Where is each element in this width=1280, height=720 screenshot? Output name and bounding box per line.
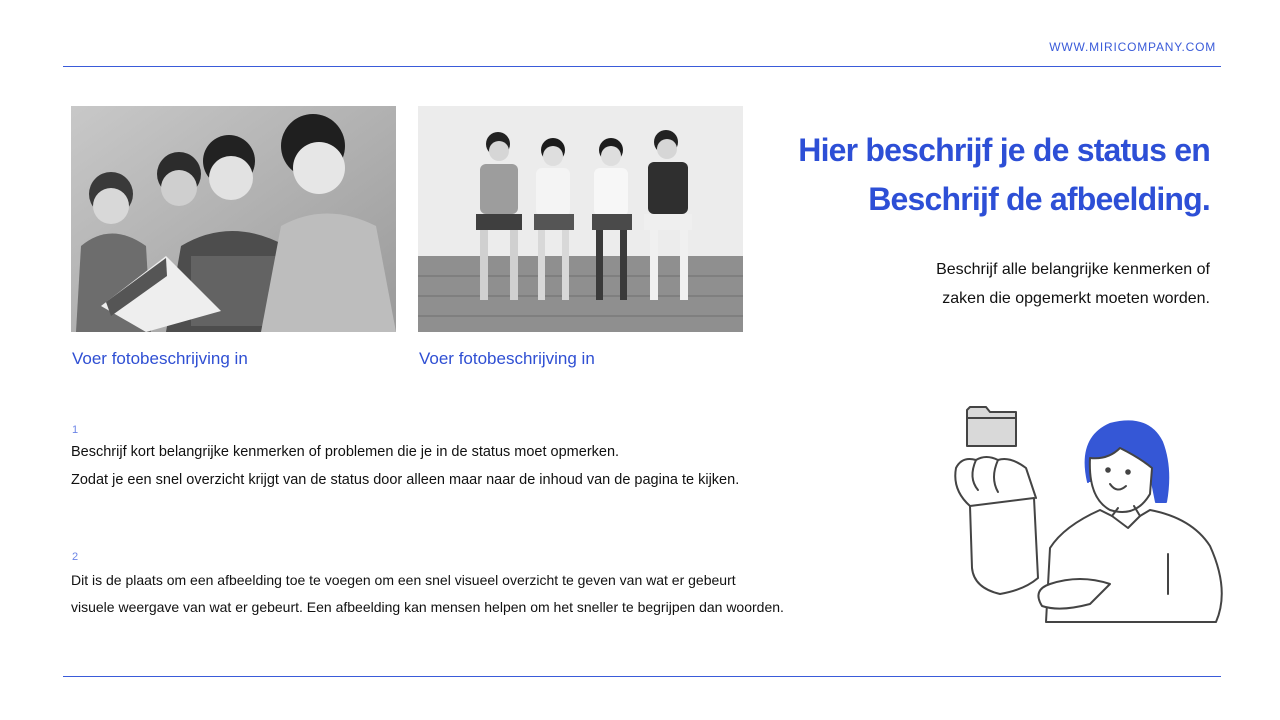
- subtitle: [936, 255, 1210, 313]
- photo-image: [71, 106, 396, 332]
- section-number: 1: [72, 424, 79, 436]
- photo-caption: Voer fotobeschrijving in: [419, 349, 595, 368]
- section-line: Beschrijf kort belangrijke kenmerken of problemen die je in de status moet opmerken.: [71, 444, 620, 460]
- section-text: [71, 567, 784, 621]
- website-url: WWW.MIRICOMPANY.COM: [1049, 40, 1216, 54]
- bottom-divider: [63, 676, 1221, 677]
- person-figure: [955, 421, 1221, 622]
- subtitle-line: Beschrijf alle belangrijke kenmerken of: [936, 261, 1210, 278]
- subtitle-line: zaken die opgemerkt moeten worden.: [942, 290, 1210, 307]
- section-line: visuele weergave van wat er gebeurt. Een afbeelding kan mensen helpen om het sneller te begrijpen dan woorden.: [71, 599, 784, 615]
- section-line: Dit is de plaats om een afbeelding toe te voegen om een snel visueel overzicht te geven van wat er gebeurt: [71, 572, 736, 588]
- title-line: Beschrijf de afbeelding.: [868, 181, 1210, 217]
- top-divider: [63, 66, 1221, 67]
- photo-caption: Voer fotobeschrijving in: [72, 349, 248, 368]
- photo-group-reading: [71, 106, 396, 332]
- section-line: Zodat je een snel overzicht krijgt van de status door alleen maar naar de inhoud van de pagina te kijken.: [71, 472, 740, 488]
- section-number: 2: [72, 551, 79, 563]
- section-text: [71, 438, 739, 494]
- page-title: [798, 126, 1210, 224]
- photo-people-sitting: [418, 106, 743, 332]
- person-with-folder-illustration: [940, 398, 1230, 648]
- title-line: Hier beschrijf je de status en: [798, 132, 1210, 168]
- folder-icon: [967, 407, 1016, 446]
- photo-image: [418, 106, 743, 332]
